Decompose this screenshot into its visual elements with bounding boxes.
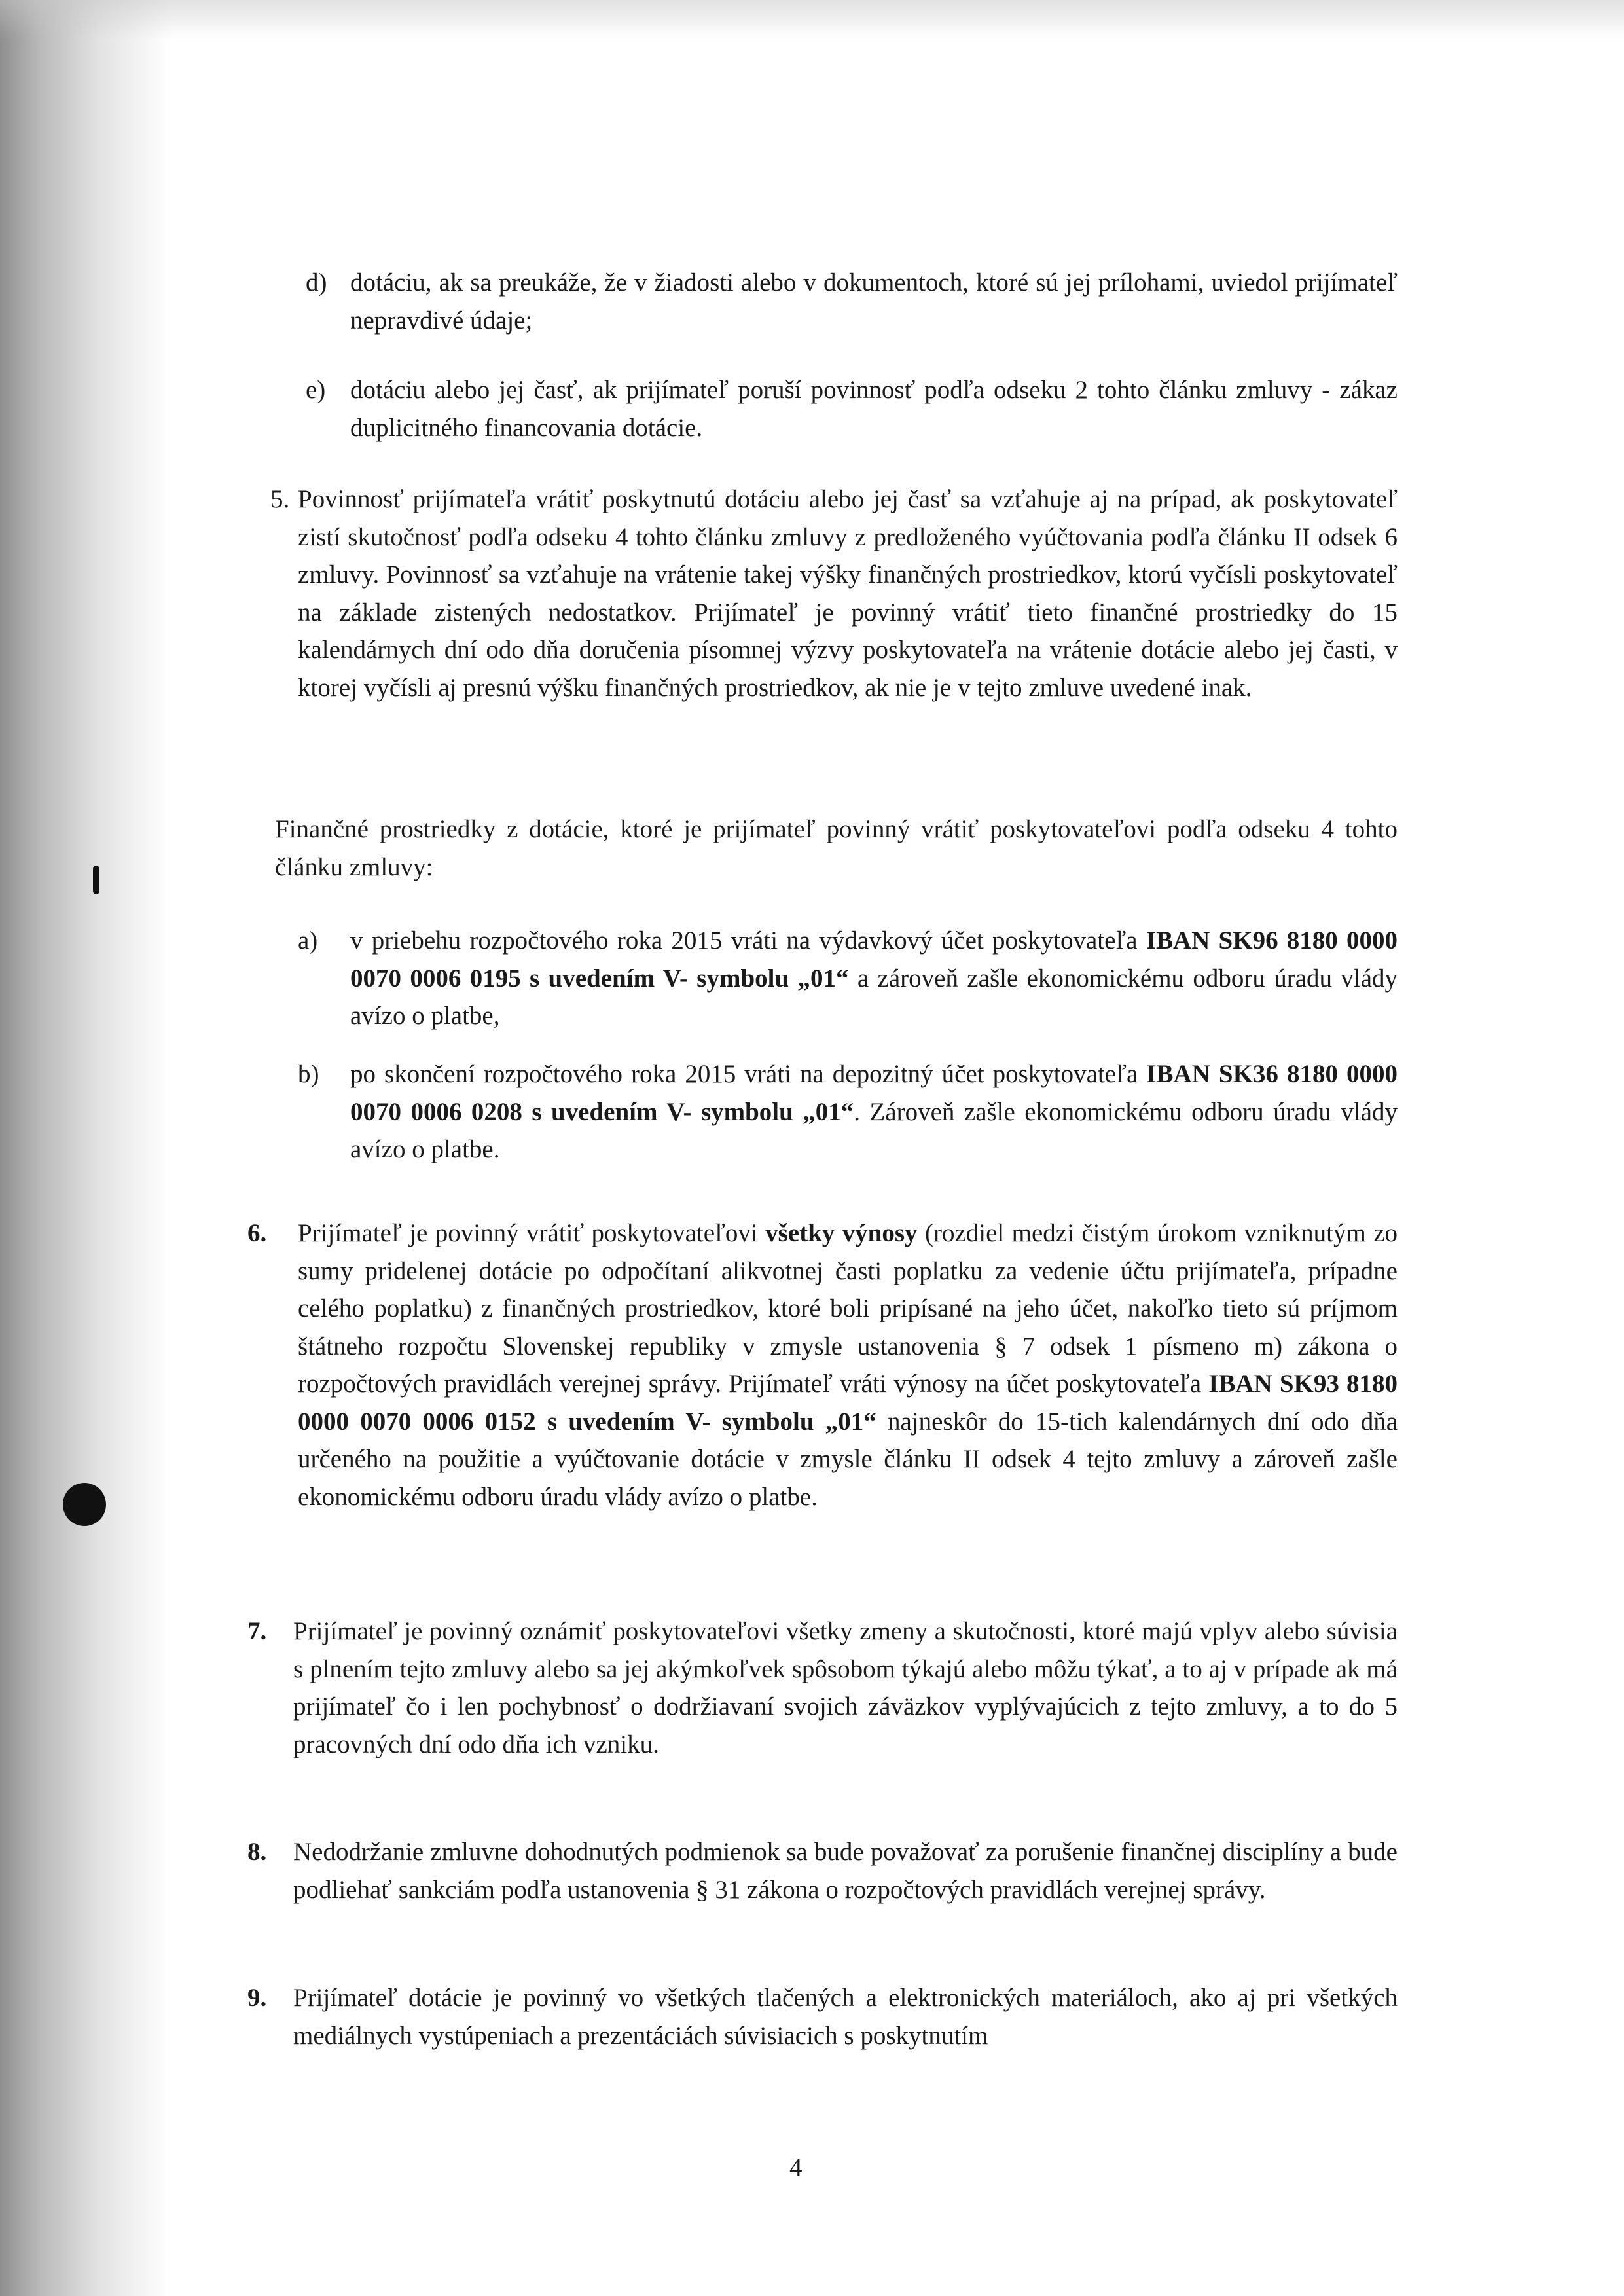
item-a-text — [350, 922, 1398, 1035]
paragraph-9-number: 9. — [247, 1984, 267, 2012]
item-a-iban: IBAN SK96 8180 0000 0070 0006 0195 s uvedením V- symbolu „01“ — [350, 926, 1398, 993]
punch-hole — [63, 1483, 106, 1526]
paragraph-5-number: 5. — [270, 485, 290, 513]
paragraph-5-text: Povinnosť prijímateľa vrátiť poskytnutú dotáciu alebo jej časť sa vzťahuje aj na prípad, ak poskytovateľ zistí skutočnosť podľa odseku 4 tohto článku zmluvy z predloženého vyúčtovania podľa článku II odsek 6 zmluvy. Povinnosť sa vzťahuje na vrátenie takej výšky finančných prostriedkov, ktorú vyčísli poskytovateľ na základe zistených nedostatkov. Prijímateľ je povinný vrátiť tieto finančné prostriedky do 15 kalendárnych dní odo dňa doručenia písomnej výzvy poskytovateľa na vrátenie dotácie alebo jej časti, v ktorej vyčísli aj presnú výšku finančných prostriedkov, ak nie je v tejto zmluve uvedené inak. — [298, 485, 1398, 702]
paragraph-6-text-2: (rozdiel medzi čistým úrokom vzniknutým zo sumy pridelenej dotácie po odpočítaní alikvotnej časti poplatku za vedenie účtu prijímateľa, prípadne celého poplatku) z finančných prostriedkov, ktoré boli pripísané na jeho účet, nakoľko tieto sú príjmom štátneho rozpočtu Slovenskej republiky v zmysle ustanovenia § 7 odsek 1 písmeno m) zákona o rozpočtových pravidlách verejnej správy. Prijímateľ vráti výnosy na účet poskytovateľa — [298, 1219, 1398, 1398]
scan-top-shadow — [0, 0, 1624, 39]
item-d-text: dotáciu, ak sa preukáže, že v žiadosti alebo v dokumentoch, ktoré sú jej prílohami, uviedol prijímateľ nepravdivé údaje; — [350, 268, 1398, 335]
punch-hole-mark — [93, 866, 99, 894]
item-a-text-2: a zároveň zašle ekonomickému odboru úradu vlády avízo o platbe, — [350, 964, 1398, 1030]
paragraph-6-number: 6. — [247, 1219, 267, 1247]
item-e-text: dotáciu alebo jej časť, ak prijímateľ poruší povinnosť podľa odseku 2 tohto článku zmluvy - zákaz duplicitného financovania dotácie. — [350, 376, 1398, 442]
paragraph-6-text-1: Prijímateľ je povinný vrátiť poskytovateľovi — [298, 1219, 758, 1247]
paragraph-8-text: Nedodržanie zmluvne dohodnutých podmienok sa bude považovať za porušenie finančnej disciplíny a bude podliehať sankciám podľa ustanovenia § 31 zákona o rozpočtových pravidlách verejnej správy. — [293, 1838, 1398, 1904]
item-a-marker: a) — [298, 926, 318, 955]
item-b-text-2: . Zároveň zašle ekonomickému odboru úradu vlády avízo o platbe. — [350, 1097, 1398, 1163]
scan-edge-shadow — [0, 0, 170, 2296]
item-e-marker: e) — [306, 376, 326, 404]
item-b-marker: b) — [298, 1060, 319, 1088]
item-b-text — [350, 1055, 1398, 1169]
item-b-iban: IBAN SK36 8180 0000 0070 0006 0208 s uvedením V- symbolu „01“ — [350, 1060, 1398, 1126]
item-d-marker: d) — [306, 268, 327, 297]
paragraph-6-bold-1: všetky výnosy — [765, 1219, 918, 1247]
paragraph-6-text — [298, 1214, 1398, 1516]
paragraph-5-continuation: Finančné prostriedky z dotácie, ktoré je prijímateľ povinný vrátiť poskytovateľovi podľa odseku 4 tohto článku zmluvy: — [275, 815, 1398, 881]
paragraph-6-iban: IBAN SK93 8180 0000 0070 0006 0152 s uvedením V- symbolu „01“ — [298, 1370, 1398, 1436]
item-b-text-1: po skončení rozpočtového roka 2015 vráti na depozitný účet poskytovateľa — [350, 1060, 1138, 1088]
item-a-text-1: v priebehu rozpočtového roka 2015 vráti na výdavkový účet poskytovateľa — [350, 926, 1138, 955]
page-number: 4 — [789, 2153, 803, 2181]
paragraph-9-text: Prijímateľ dotácie je povinný vo všetkých tlačených a elektronických materiáloch, ako aj pri všetkých mediálnych vystúpeniach a prezentáciách súvisiacich s poskytnutím — [293, 1984, 1398, 2050]
paragraph-7-text: Prijímateľ je povinný oznámiť poskytovateľovi všetky zmeny a skutočnosti, ktoré majú vplyv alebo súvisia s plnením tejto zmluvy alebo sa jej akýmkoľvek spôsobom týkajú alebo môžu týkať, a to aj v prípade ak má prijímateľ čo i len pochybnosť o dodržiavaní svojich záväzkov vyplývajúcich z tejto zmluvy, a to do 5 pracovných dní odo dňa ich vzniku. — [293, 1617, 1398, 1758]
paragraph-8-number: 8. — [247, 1838, 267, 1866]
paragraph-6-text-3: najneskôr do 15-tich kalendárnych dní odo dňa určeného na použitie a vyúčtovanie dotácie v zmysle článku II odsek 4 tejto zmluvy a zároveň zašle ekonomickému odboru úradu vlády avízo o platbe. — [298, 1407, 1398, 1511]
paragraph-7-number: 7. — [247, 1617, 267, 1645]
